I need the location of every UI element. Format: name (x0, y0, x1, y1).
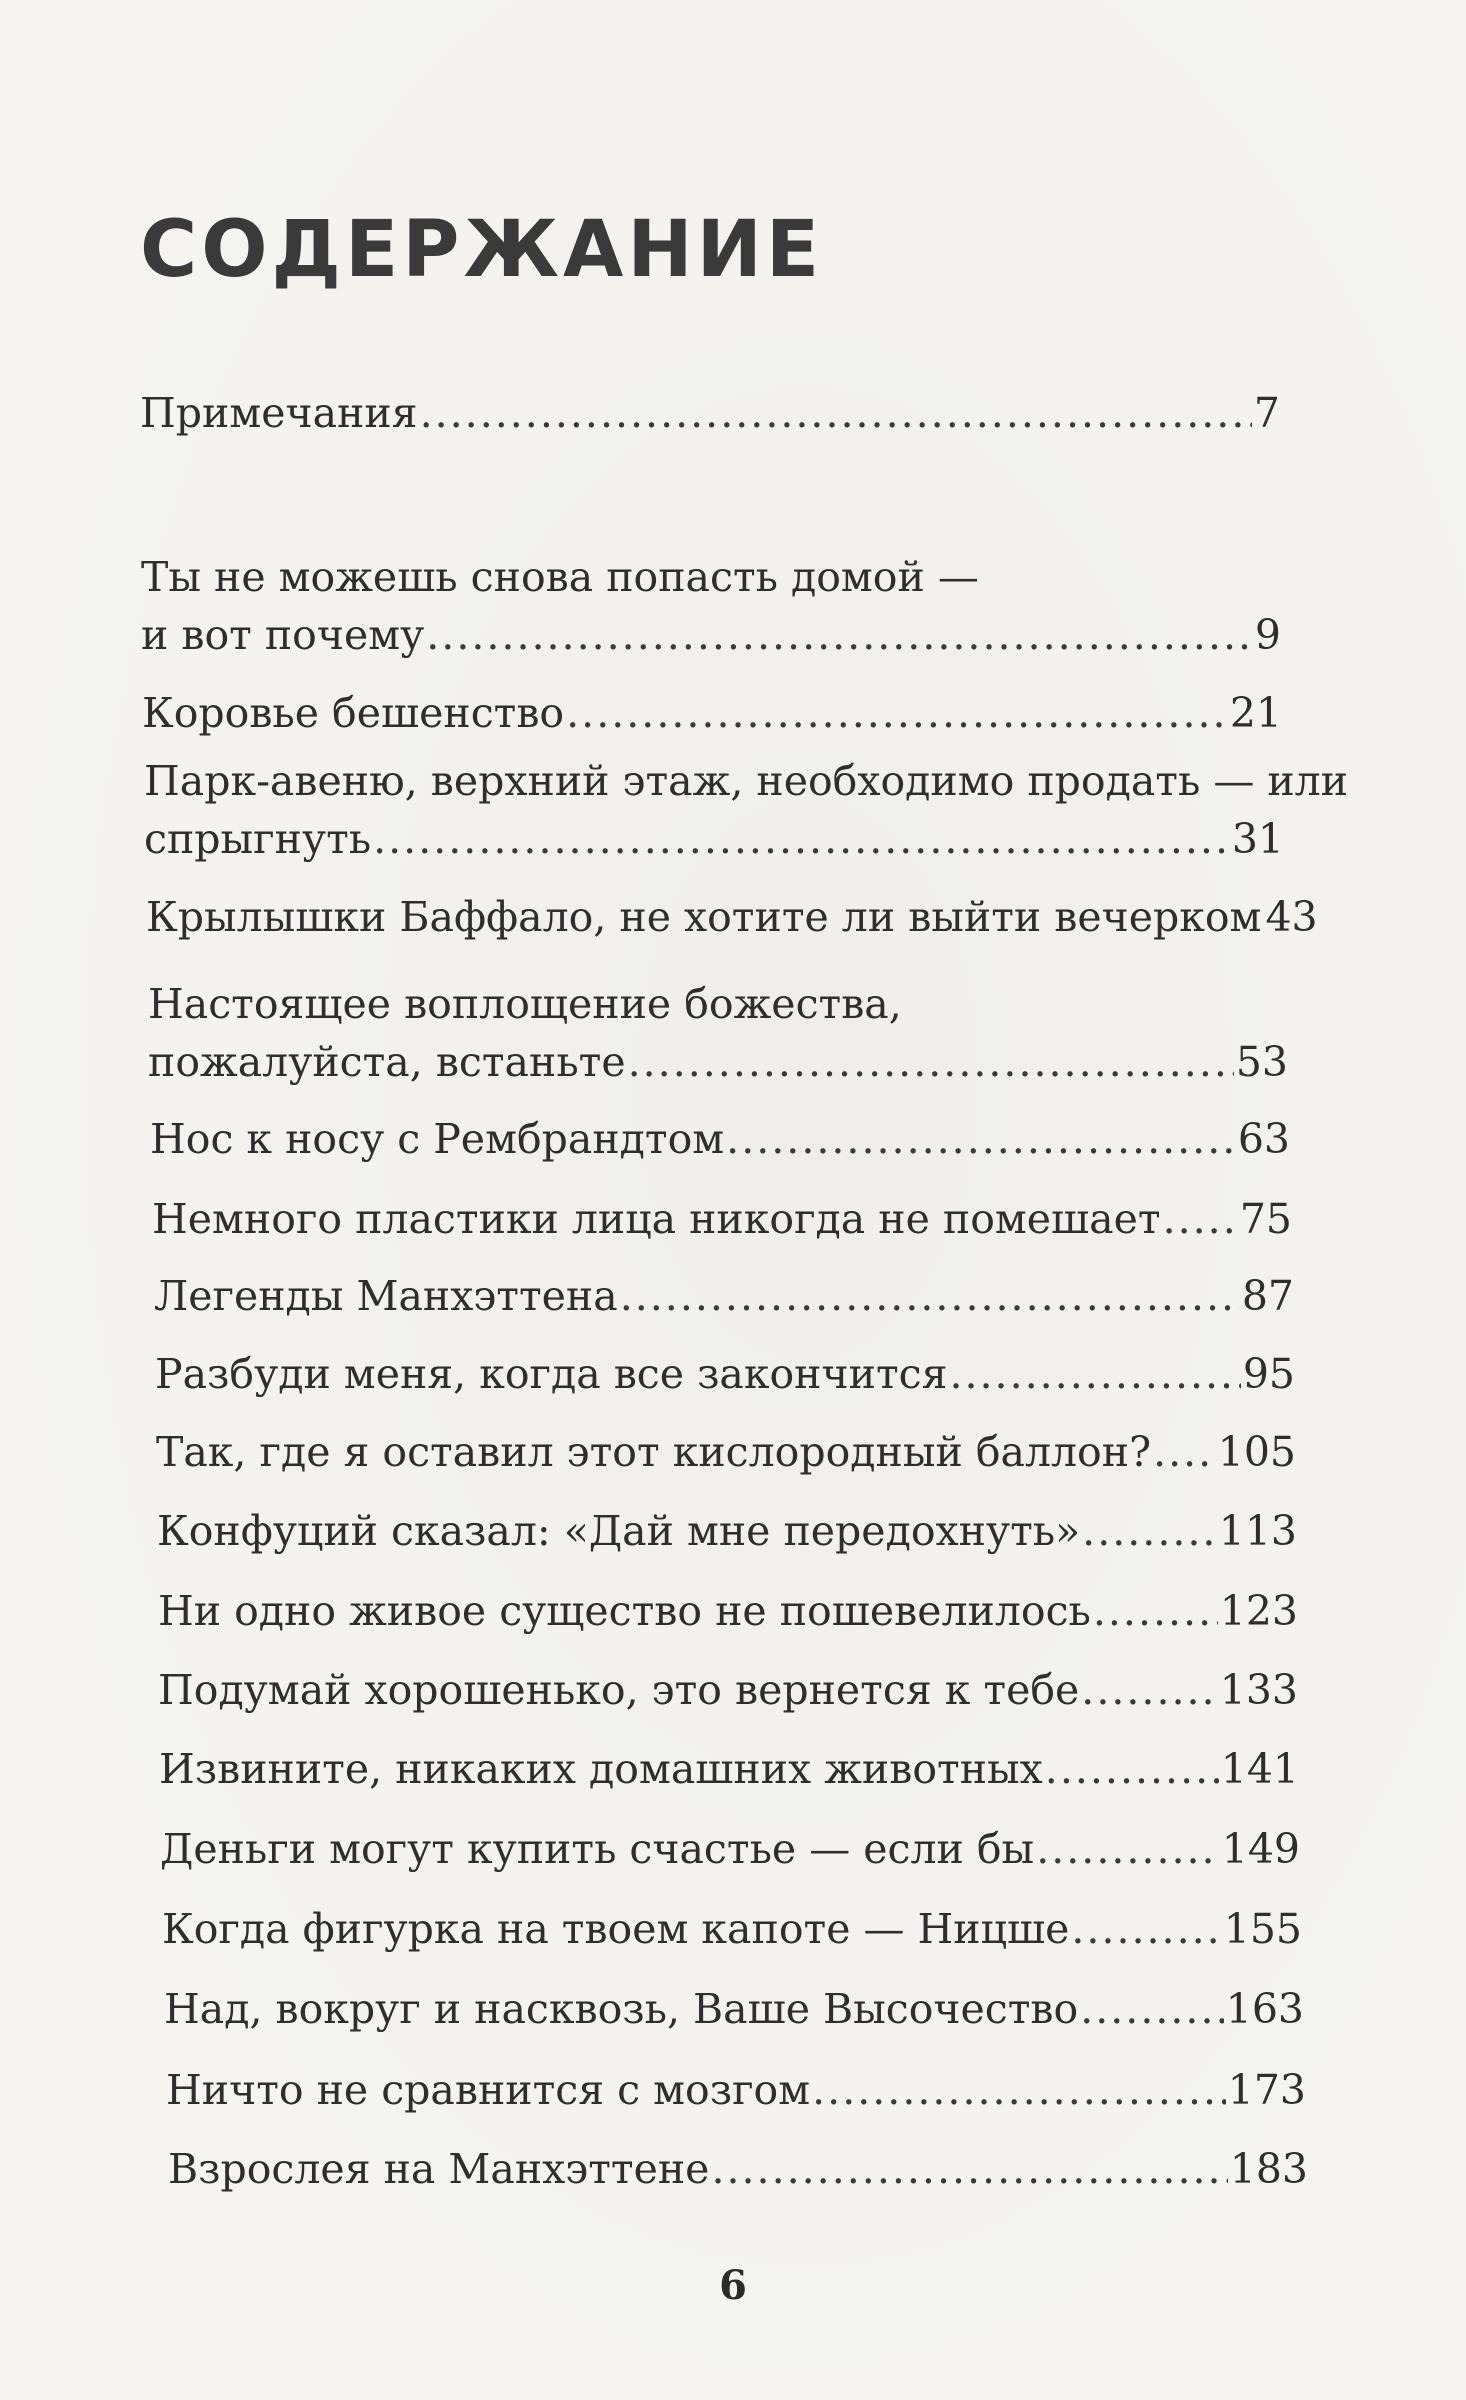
dot-leader (426, 606, 1253, 664)
page-number: 6 (719, 2262, 747, 2309)
toc-entry-page: 123 (1219, 1587, 1298, 1635)
toc-entry-page: 87 (1241, 1272, 1294, 1320)
toc-entry (148, 975, 1288, 1091)
toc-entry-line (150, 1110, 1290, 1168)
toc-entry-line (157, 1502, 1297, 1560)
toc-entry-title: Над, вокруг и насквозь, Ваше Высочество (164, 1985, 1079, 2033)
toc-entry (154, 1267, 1294, 1325)
toc-entry-line (152, 1190, 1292, 1248)
toc-entry-line (160, 1820, 1300, 1878)
toc-entry-title: Крылышки Баффало, не хотите ли выйти вечерком (146, 893, 1262, 941)
toc-entry-title: Легенды Манхэттена (154, 1272, 618, 1320)
dot-leader (726, 1110, 1236, 1168)
toc-entry-line (141, 606, 1281, 664)
toc-entry-page: 173 (1227, 2066, 1306, 2114)
dot-leader (1080, 1980, 1224, 2038)
toc-entry-title: Взрослея на Манхэттене (168, 2145, 710, 2193)
toc-entry-title: Немного пластики лица никогда не помешает (152, 1195, 1161, 1243)
toc-entry-title: спрыгнуть (144, 815, 372, 863)
toc-entry-title-line1: Настоящее воплощение божества, (148, 980, 902, 1028)
toc-entry-title: Извините, никаких домашних животных (159, 1745, 1043, 1793)
toc-entry-line (144, 810, 1284, 868)
toc-entry (162, 1900, 1302, 1958)
page-title: СОДЕРЖАНИЕ (140, 205, 824, 295)
toc-entry (141, 548, 1281, 664)
dot-leader (1153, 1423, 1216, 1481)
dot-leader (1036, 1820, 1220, 1878)
toc-entry-page: 163 (1225, 1985, 1304, 2033)
toc-entry-title: Подумай хорошенько, это вернется к тебе (158, 1666, 1080, 1714)
toc-entry (166, 2061, 1306, 2119)
toc-entry-page: 31 (1231, 815, 1284, 863)
toc-entry-title: Так, где я оставил этот кислородный баллон? (156, 1428, 1152, 1476)
toc-entry-page: 105 (1217, 1428, 1296, 1476)
toc-entry-line (166, 2061, 1306, 2119)
dot-leader (1045, 1740, 1219, 1798)
toc-entry-title: и вот почему (141, 611, 425, 659)
dot-leader (711, 2140, 1227, 2198)
dot-leader (1082, 1502, 1217, 1560)
toc-entry-page: 183 (1229, 2145, 1308, 2193)
toc-entry-title: Деньги могут купить счастье — если бы (160, 1825, 1035, 1873)
toc-entry-line (159, 1740, 1299, 1798)
toc-entry-page: 133 (1219, 1666, 1298, 1714)
toc-entry-page: 75 (1239, 1195, 1292, 1243)
toc-entry (164, 1980, 1304, 2038)
toc-entry-line (158, 1661, 1298, 1719)
toc-entry-page: 9 (1254, 611, 1281, 659)
toc-entry (140, 384, 1280, 442)
toc-entry (142, 684, 1282, 742)
toc-entry-page: 53 (1235, 1038, 1288, 1086)
toc-entry-title: Коровье бешенство (142, 689, 565, 737)
dot-leader (628, 1033, 1234, 1091)
toc-entry-title: Ни одно живое существо не пошевелилось (158, 1587, 1091, 1635)
dot-leader (620, 1267, 1240, 1325)
toc-entry (156, 1423, 1296, 1481)
toc-entry (144, 752, 1349, 868)
toc-entry-line (162, 1900, 1302, 1958)
toc-entry (150, 1110, 1290, 1168)
toc-entry-line (148, 1033, 1288, 1091)
toc-entry-page: 113 (1218, 1507, 1297, 1555)
toc-entry-page: 21 (1229, 689, 1282, 737)
toc-entry-line (156, 1423, 1296, 1481)
toc-entry (159, 1740, 1299, 1798)
toc-entry (155, 1345, 1295, 1403)
toc-entry-line (154, 1267, 1294, 1325)
toc-entry (160, 1820, 1300, 1878)
dot-leader (1081, 1661, 1217, 1719)
toc-entry (152, 1190, 1292, 1248)
toc-entry-title-line1: Парк-авеню, верхний этаж, необходимо продать — или (144, 757, 1349, 805)
toc-entry (168, 2140, 1308, 2198)
toc-entry-line (168, 2140, 1308, 2198)
dot-leader (1071, 1900, 1221, 1958)
dot-leader (1093, 1582, 1218, 1640)
toc-entry-title: Ничто не сравнится с мозгом (166, 2066, 811, 2114)
dot-leader (420, 384, 1252, 442)
toc-entry-page: 149 (1221, 1825, 1300, 1873)
toc-entry-line (164, 1980, 1304, 2038)
toc-entry-title: Нос к носу с Рембрандтом (150, 1115, 725, 1163)
toc-entry (146, 888, 1318, 946)
toc-entry-page: 43 (1265, 893, 1318, 941)
toc-entry-page: 95 (1242, 1350, 1295, 1398)
toc-entry (157, 1502, 1297, 1560)
dot-leader (566, 684, 1228, 742)
toc-entry-line (146, 888, 1318, 946)
toc-entry-line (142, 684, 1282, 742)
toc-entry (158, 1661, 1298, 1719)
toc-entry-line (158, 1582, 1298, 1640)
toc-entry (158, 1582, 1298, 1640)
toc-entry-page: 155 (1223, 1905, 1302, 1953)
dot-leader (949, 1345, 1240, 1403)
dot-leader (1163, 1190, 1238, 1248)
toc-entry-title: пожалуйста, встаньте (148, 1038, 626, 1086)
toc-entry-page: 7 (1253, 389, 1280, 437)
toc-entry-title: Когда фигурка на твоем капоте — Ницше (162, 1905, 1070, 1953)
toc-entry-line (155, 1345, 1295, 1403)
toc-entry-title: Примечания (140, 389, 418, 437)
toc-entry-title-line1: Ты не можешь снова попасть домой — (141, 553, 979, 601)
toc-entry-page: 141 (1220, 1745, 1299, 1793)
toc-entry-page: 63 (1237, 1115, 1290, 1163)
toc-entry-title: Конфуций сказал: «Дай мне передохнуть» (157, 1507, 1081, 1555)
toc-entry-line (140, 384, 1280, 442)
dot-leader (373, 810, 1230, 868)
dot-leader (812, 2061, 1226, 2119)
toc-entry-title: Разбуди меня, когда все закончится (155, 1350, 948, 1398)
